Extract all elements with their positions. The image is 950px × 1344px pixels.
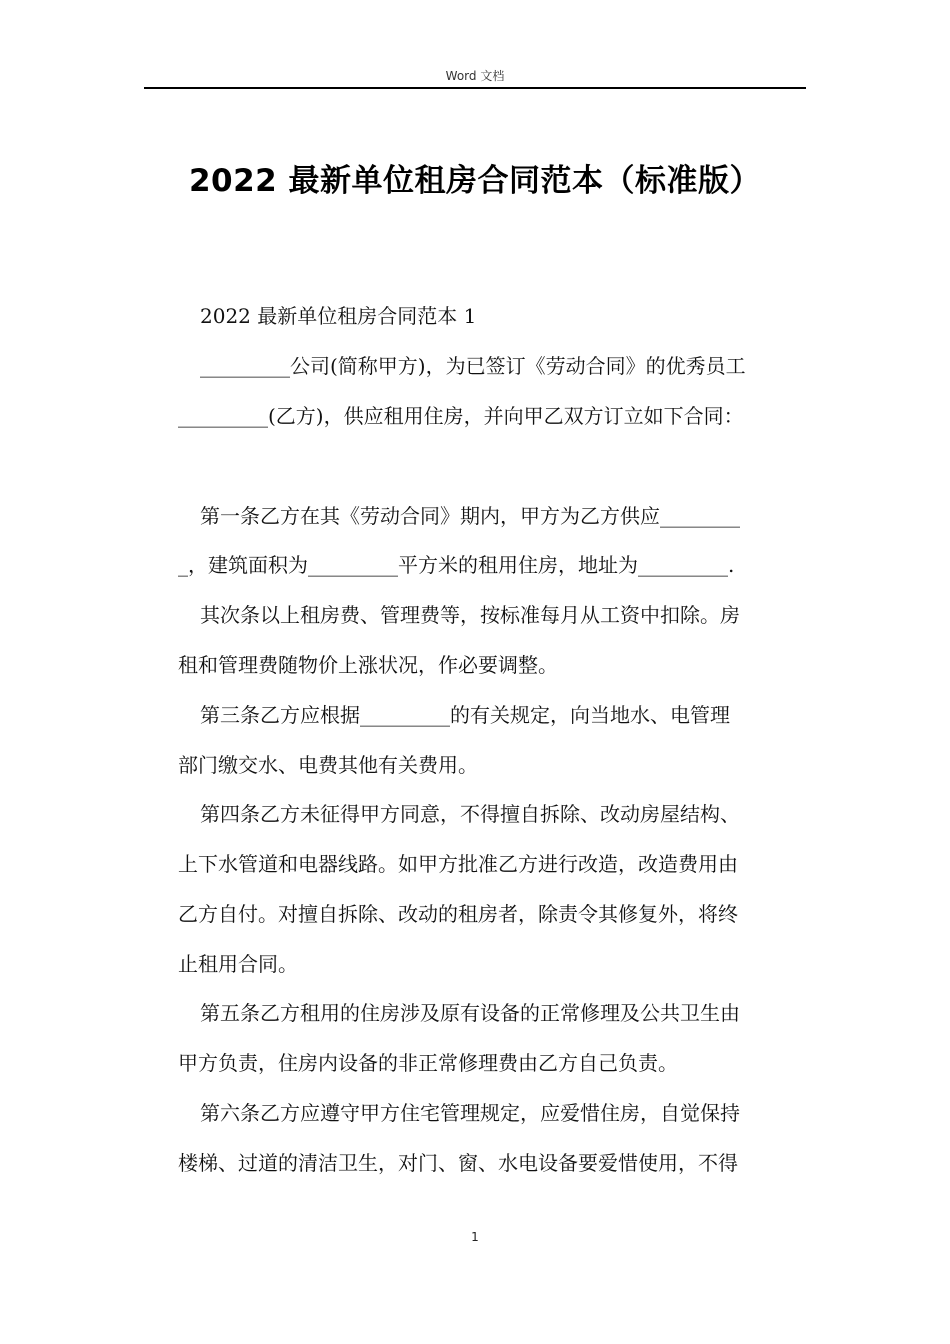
paragraph-line: 其次条以上租房费、管理费等，按标准每月从工资中扣除。房: [200, 603, 740, 627]
document-title: 2022 最新单位租房合同范本（标准版）: [188, 163, 762, 199]
paragraph-line: 第六条乙方应遵守甲方住宅管理规定，应爱惜住房，自觉保持: [200, 1101, 740, 1125]
paragraph-line: 上下水管道和电器线路。如甲方批准乙方进行改造，改造费用由: [178, 852, 738, 876]
paragraph-line: 止租用合同。: [178, 952, 298, 976]
paragraph-line: _________公司(简称甲方)，为已签订《劳动合同》的优秀员工: [200, 354, 746, 378]
paragraph-line: 第四条乙方未征得甲方同意，不得擅自拆除、改动房屋结构、: [200, 802, 740, 826]
paragraph-line: _，建筑面积为_________平方米的租用住房，地址为_________.: [178, 553, 735, 577]
page-number: 1: [471, 1230, 479, 1244]
page-header-rule: [144, 87, 806, 89]
paragraph-line: 第五条乙方租用的住房涉及原有设备的正常修理及公共卫生由: [200, 1001, 740, 1025]
section-heading: 2022 最新单位租房合同范本 1: [200, 304, 477, 328]
paragraph-line: 部门缴交水、电费其他有关费用。: [178, 753, 478, 777]
paragraph-line: _________(乙方)，供应租用住房，并向甲乙双方订立如下合同：: [178, 404, 744, 428]
paragraph-line: 乙方自付。对擅自拆除、改动的租房者，除责令其修复外，将终: [178, 902, 738, 926]
paragraph-line: 租和管理费随物价上涨状况，作必要调整。: [178, 653, 558, 677]
paragraph-line: 第三条乙方应根据_________的有关规定，向当地水、电管理: [200, 703, 730, 727]
paragraph-line: 甲方负责，住房内设备的非正常修理费由乙方自己负责。: [178, 1051, 678, 1075]
paragraph-line: 楼梯、过道的清洁卫生，对门、窗、水电设备要爱惜使用，不得: [178, 1151, 738, 1175]
page-header-text: Word 文档: [445, 69, 505, 83]
paragraph-line: 第一条乙方在其《劳动合同》期内，甲方为乙方供应________: [200, 504, 740, 528]
